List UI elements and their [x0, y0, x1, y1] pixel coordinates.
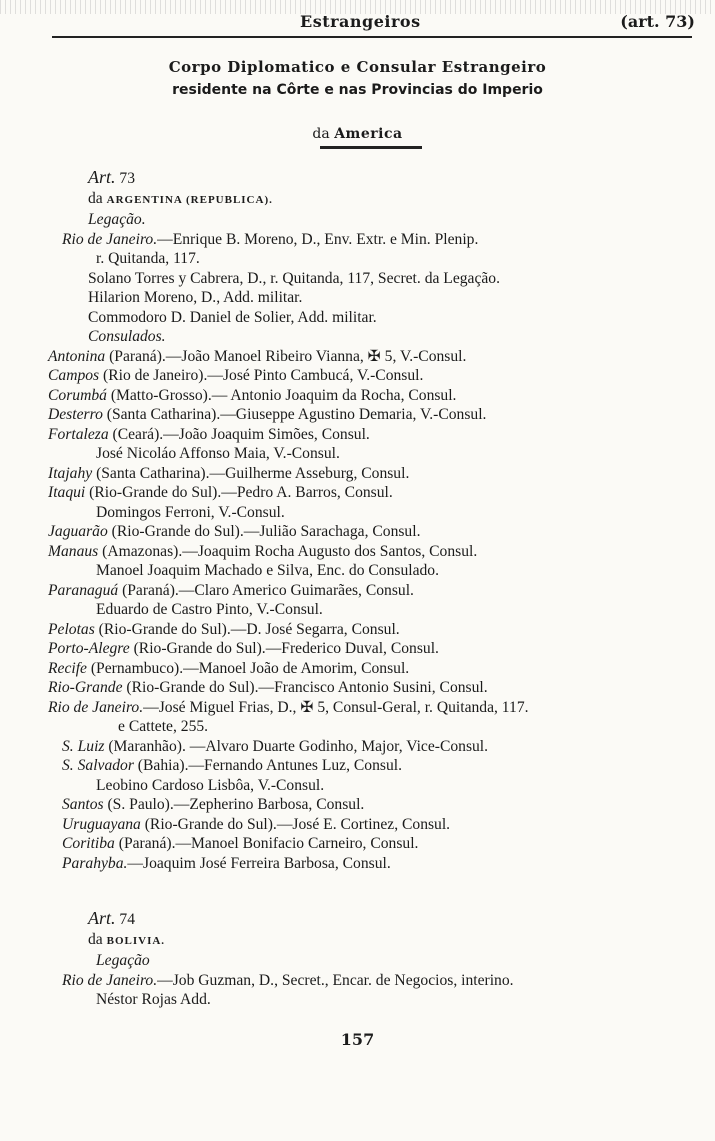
consulate-city: Porto-Alegre — [48, 640, 130, 657]
country-line — [48, 189, 698, 211]
consulate-continuation: e Cattete, 255. — [118, 718, 209, 735]
consulate-text: (Rio-Grande do Sul).—Frederico Duval, Consul. — [129, 640, 439, 657]
consulate-continuation: Leobino Cardoso Lisbôa, V.-Consul. — [96, 776, 325, 794]
section-rule — [320, 146, 422, 149]
consulate-text: (Santa Catharina).—Giuseppe Agustino Demaria, V.-Consul. — [102, 406, 487, 423]
consulate-city: Coritiba — [62, 835, 115, 852]
legation-heading: Legação. — [88, 211, 146, 228]
consulate-entry — [48, 425, 698, 445]
legation-entry — [48, 230, 698, 250]
consulate-text: (Rio-Grande do Sul).—Pedro A. Barros, Consul. — [85, 484, 393, 501]
section-heading — [0, 126, 715, 142]
consulate-city: S. Salvador — [62, 757, 134, 774]
article-number: 73 — [119, 170, 136, 187]
legation-line: Commodoro D. Daniel de Solier, Add. militar. — [88, 308, 377, 326]
section-name: America — [334, 126, 403, 142]
consulate-entry — [48, 464, 698, 484]
consulate-city: Manaus — [48, 542, 99, 560]
main-content — [48, 168, 698, 1010]
consulate-entry — [48, 483, 698, 503]
page-subtitle: residente na Côrte e nas Provincias do Imperio — [172, 82, 543, 98]
consulate-city: Uruguayana — [62, 815, 141, 833]
section-prefix: da — [312, 126, 330, 142]
consulate-city: Jaguarão — [48, 523, 108, 540]
header-rule — [52, 36, 692, 38]
consulate-city: Itaqui — [48, 484, 86, 501]
consulates-heading: Consulados. — [88, 328, 166, 345]
consulate-continuation: Manoel Joaquim Machado e Silva, Enc. do Consulado. — [96, 562, 440, 579]
legation-text: —Job Guzman, D., Secret., Encar. de Negocios, interino. — [157, 971, 514, 989]
consulate-text: (Bahia).—Fernando Antunes Luz, Consul. — [133, 757, 402, 774]
consulate-entry — [48, 678, 698, 698]
spacer — [48, 873, 698, 909]
running-article: (art. 73) — [620, 12, 695, 31]
consulate-entry — [48, 834, 698, 854]
consulate-city: Parahyba. — [62, 854, 128, 872]
consulate-city: Rio-Grande — [48, 679, 123, 696]
legation-city: Rio de Janeiro. — [62, 230, 158, 248]
consulate-text: (Pernambuco).—Manoel João de Amorim, Consul. — [86, 659, 410, 677]
country-line — [48, 930, 698, 952]
consulate-text: (Rio-Grande do Sul).—José E. Cortinez, Consul. — [140, 815, 451, 833]
running-head — [300, 10, 695, 32]
page-title: Corpo Diplomatico e Consular Estrangeiro — [168, 58, 547, 76]
consulate-city: Desterro — [48, 406, 103, 423]
page-number: 157 — [340, 1030, 375, 1049]
consulate-entry — [48, 795, 698, 815]
article-label: Art. — [88, 908, 116, 928]
consulate-entry — [48, 756, 698, 776]
consulate-city: Recife — [48, 659, 87, 677]
country-name: ARGENTINA (REPUBLICA). — [106, 193, 273, 206]
consulate-text: (Rio-Grande do Sul).—Julião Sarachaga, Consul. — [107, 523, 421, 540]
consulate-entry — [48, 737, 698, 757]
consulate-text: (Rio de Janeiro).—José Pinto Cambucá, V.-Consul. — [99, 367, 424, 384]
legation-continuation: r. Quitanda, 117. — [96, 250, 200, 267]
consulate-continuation: Domingos Ferroni, V.-Consul. — [96, 503, 285, 521]
consulate-city: Santos — [62, 796, 104, 813]
legation-line: Néstor Rojas Add. — [96, 991, 211, 1008]
country-prefix: da — [88, 930, 103, 948]
consulate-text: —Joaquim José Ferreira Barbosa, Consul. — [127, 854, 391, 872]
consulate-text: (Amazonas).—Joaquim Rocha Augusto dos Santos, Consul. — [98, 542, 478, 560]
article-label: Art. — [88, 167, 116, 187]
consulate-city: Campos — [48, 367, 100, 384]
consulate-entry — [48, 522, 698, 542]
consulate-text: (Paraná).—Claro Americo Guimarães, Consul. — [118, 581, 414, 599]
consulate-continuation: Eduardo de Castro Pinto, V.-Consul. — [96, 601, 323, 618]
consulate-city: S. Luiz — [62, 737, 105, 755]
consulate-entry — [48, 620, 698, 640]
consulate-text: —José Miguel Frias, D., ✠ 5, Consul-Geral, r. Quitanda, 117. — [143, 698, 529, 716]
consulate-text: (Ceará).—João Joaquim Simões, Consul. — [108, 425, 370, 443]
consulate-city: Paranaguá — [48, 581, 119, 599]
consulate-entry — [48, 659, 698, 679]
legation-line: Solano Torres y Cabrera, D., r. Quitanda, 117, Secret. da Legação. — [88, 269, 501, 287]
consulate-entry — [48, 639, 698, 659]
consulate-entry — [48, 542, 698, 562]
consulate-entry — [48, 815, 698, 835]
consulate-text: (Paraná).—Manoel Bonifacio Carneiro, Consul. — [114, 835, 419, 852]
legation-entry — [48, 971, 698, 991]
consulate-city: Itajahy — [48, 464, 93, 482]
consulate-entry — [48, 366, 698, 386]
consulate-text: (Santa Catharina).—Guilherme Asseburg, Consul. — [92, 464, 410, 482]
consulate-text: (Maranhão). —Alvaro Duarte Godinho, Major, Vice-Consul. — [104, 737, 489, 755]
legation-heading: Legação — [96, 952, 150, 969]
legation-city: Rio de Janeiro. — [62, 971, 158, 989]
consulate-entry — [48, 698, 698, 718]
legation-text: —Enrique B. Moreno, D., Env. Extr. e Min. Plenip. — [157, 230, 479, 248]
consulate-text: (Rio-Grande do Sul).—Francisco Antonio Susini, Consul. — [122, 679, 488, 696]
country-prefix: da — [88, 189, 103, 207]
country-name: BOLIVIA. — [106, 934, 166, 947]
consulate-entry — [48, 347, 698, 367]
consulate-city: Rio de Janeiro. — [48, 698, 144, 716]
article-73-heading — [48, 168, 698, 189]
consulate-entry — [48, 854, 698, 874]
consulate-text: (S. Paulo).—Zepherino Barbosa, Consul. — [103, 796, 365, 813]
consulate-text: (Matto-Grosso).— Antonio Joaquim da Rocha, Consul. — [106, 386, 457, 404]
consulate-city: Pelotas — [48, 620, 95, 638]
article-number: 74 — [119, 911, 136, 928]
consulate-entry — [48, 581, 698, 601]
consulate-city: Fortaleza — [48, 425, 109, 443]
consulate-entry — [48, 386, 698, 406]
running-title: Estrangeiros — [300, 12, 421, 31]
consulate-continuation: José Nicoláo Affonso Maia, V.-Consul. — [96, 445, 340, 462]
consulate-city: Corumbá — [48, 386, 107, 404]
article-74-heading — [48, 909, 698, 930]
consulate-entry — [48, 405, 698, 425]
legation-line: Hilarion Moreno, D., Add. militar. — [88, 289, 303, 306]
consulate-city: Antonina — [48, 347, 106, 365]
consulate-text: (Rio-Grande do Sul).—D. José Segarra, Consul. — [94, 620, 400, 638]
consulate-text: (Paraná).—João Manoel Ribeiro Vianna, ✠ 5, V.-Consul. — [105, 347, 467, 365]
